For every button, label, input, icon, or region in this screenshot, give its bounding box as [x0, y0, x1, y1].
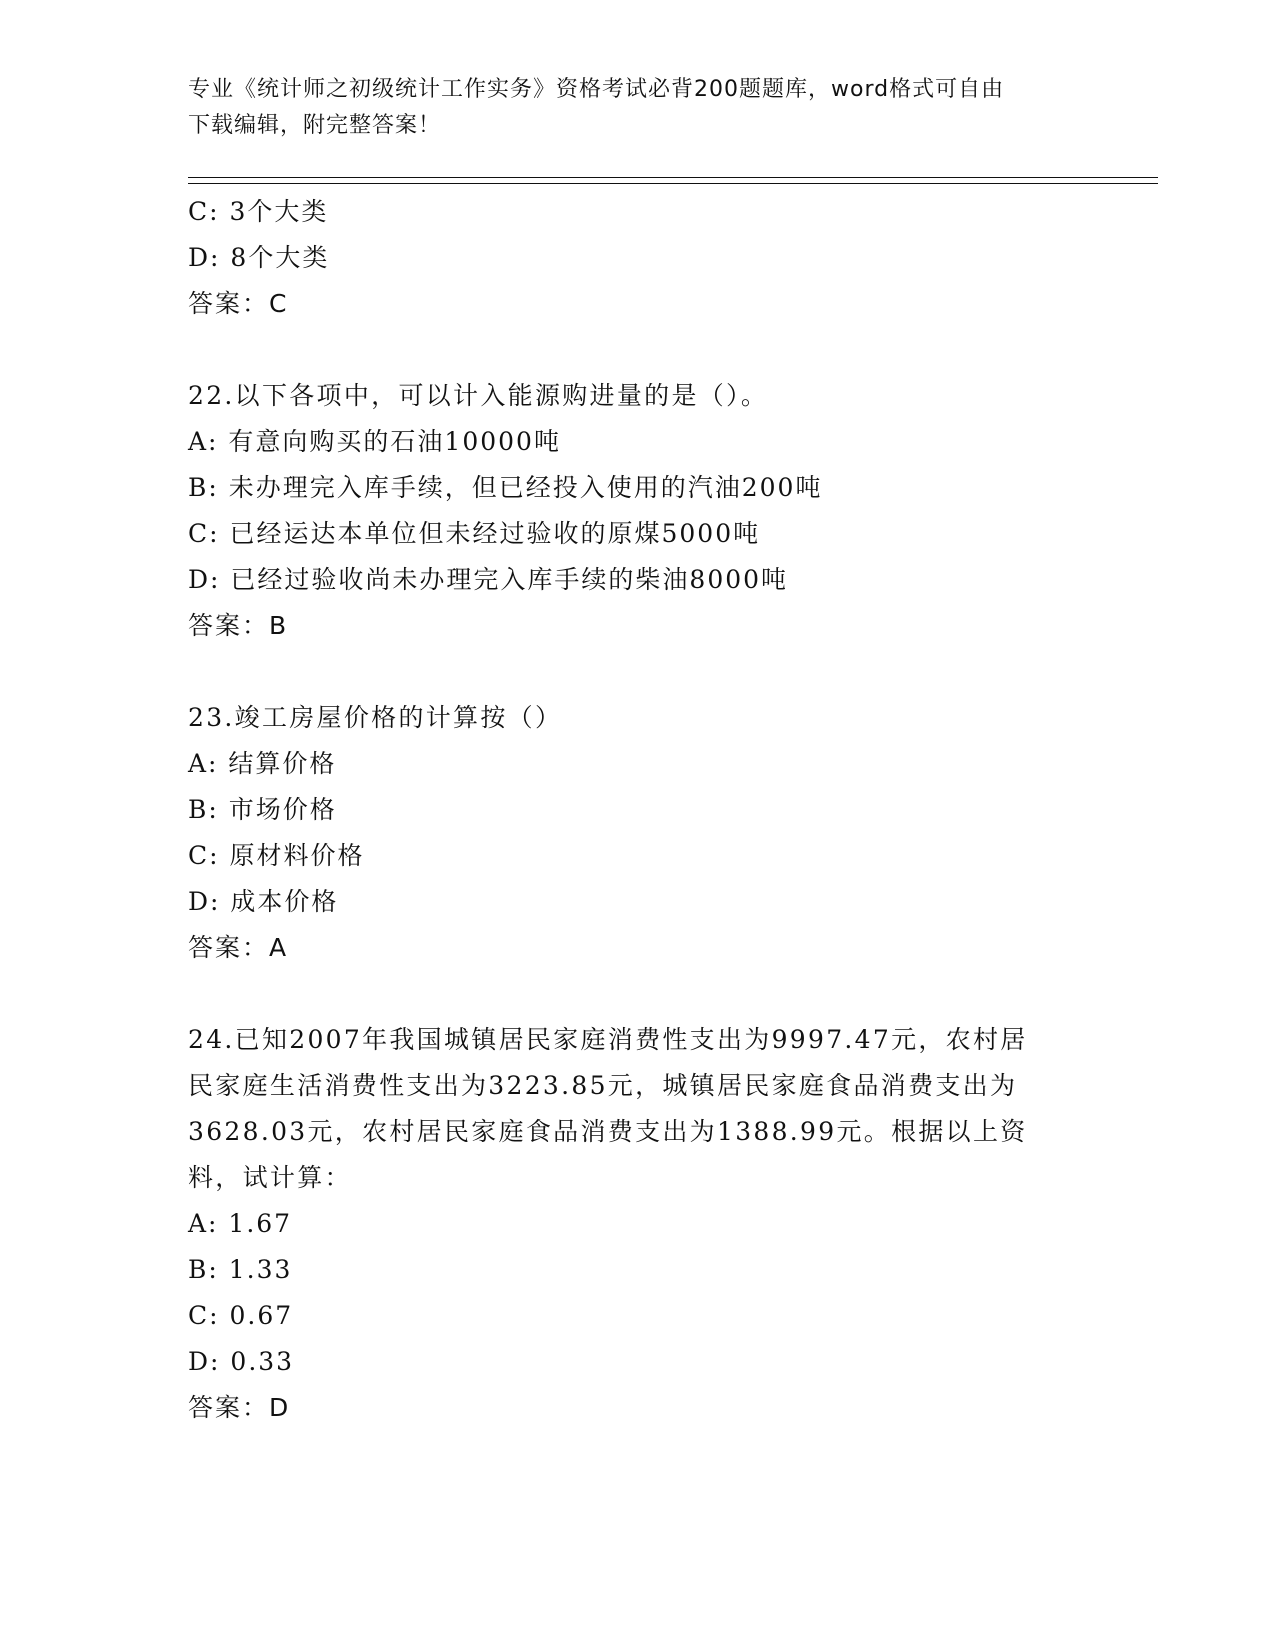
option-a: A: 1.67	[188, 1209, 293, 1238]
option-d: D: 0.33	[188, 1347, 295, 1376]
option-b: B: 1.33	[188, 1255, 293, 1284]
question-stem-line-4: 料，试计算：	[188, 1163, 352, 1192]
header-rule-top	[188, 177, 1158, 178]
option-c: C: 3个大类	[188, 197, 329, 226]
answer-line: 答案：D	[188, 1393, 291, 1422]
option-b: B: 未办理完入库手续，但已经投入使用的汽油200吨	[188, 473, 823, 502]
header-line-2: 下载编辑，附完整答案！	[188, 113, 442, 138]
option-d: D: 已经过验收尚未办理完入库手续的柴油8000吨	[188, 565, 789, 594]
question-stem-line-2: 民家庭生活消费性支出为3223.85元，城镇居民家庭食品消费支出为	[188, 1071, 1018, 1100]
option-b: B: 市场价格	[188, 795, 337, 824]
question-23	[188, 695, 1088, 971]
option-d: D: 成本价格	[188, 887, 339, 916]
question-stem: 22.以下各项中，可以计入能源购进量的是（）。	[188, 381, 769, 410]
option-c: C: 原材料价格	[188, 841, 365, 870]
option-c: C: 0.67	[188, 1301, 294, 1330]
option-a: A: 有意向购买的石油10000吨	[188, 427, 561, 456]
document-body	[188, 189, 1088, 1431]
continued-question	[188, 189, 1088, 327]
option-c: C: 已经运达本单位但未经过验收的原煤5000吨	[188, 519, 761, 548]
option-d: D: 8个大类	[188, 243, 330, 272]
answer-line: 答案：C	[188, 289, 289, 318]
option-a: A: 结算价格	[188, 749, 337, 778]
question-stem: 23.竣工房屋价格的计算按（）	[188, 703, 563, 732]
question-stem-line-1: 24.已知2007年我国城镇居民家庭消费性支出为9997.47元，农村居	[188, 1025, 1028, 1054]
answer-line: 答案：B	[188, 611, 289, 640]
question-22	[188, 373, 1088, 649]
answer-line: 答案：A	[188, 933, 289, 962]
header-line-1: 专业《统计师之初级统计工作实务》资格考试必背200题题库，word格式可自由	[188, 77, 1005, 102]
question-stem-line-3: 3628.03元，农村居民家庭食品消费支出为1388.99元。根据以上资	[188, 1117, 1028, 1146]
document-header	[188, 72, 1088, 144]
question-24	[188, 1017, 1088, 1431]
header-rule-bottom	[188, 183, 1158, 184]
